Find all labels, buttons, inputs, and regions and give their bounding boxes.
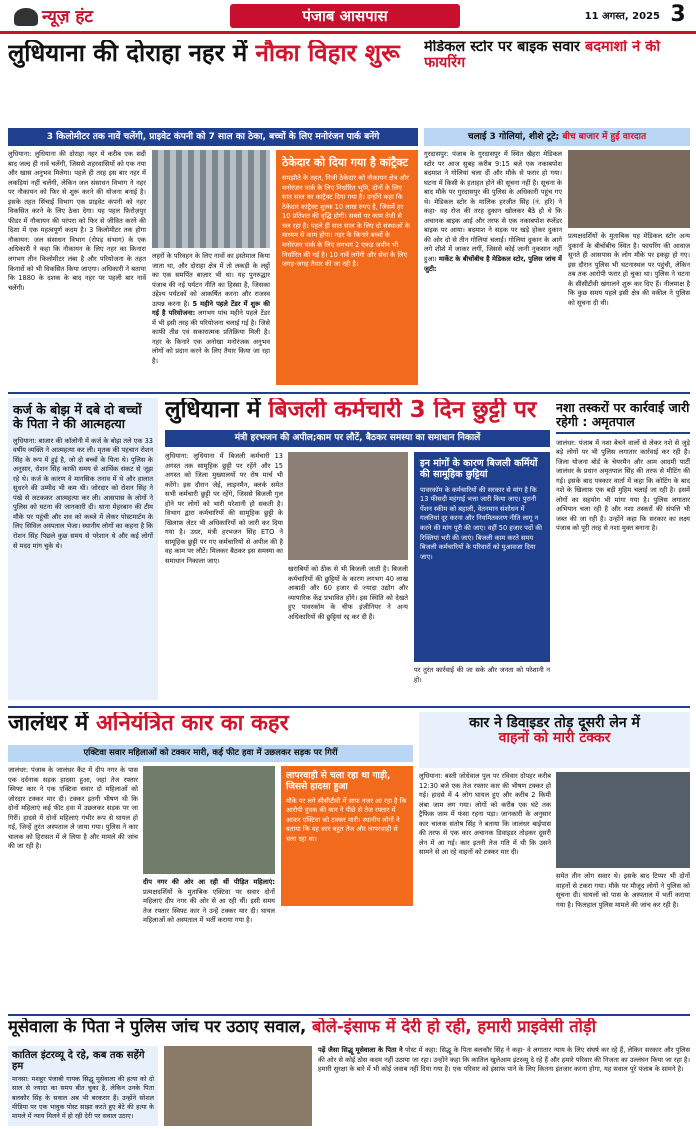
contract-box-title: ठेकेदार को दिया गया है कांट्रैक्ट [282, 156, 409, 169]
story1-body: लुधियाना: लुधियाना की दोराहा नहर में करीब एक सदी बाद जल्द ही नावें चलेंगी, जिससे शहरवासियों को एक नया और खास अनुभव मिलेगा। पहले ही तरह इस बार नहर में लकड़ियां नहीं चलेंगी, लेकिन जल संसाधन विभाग ने नहर पर नौकायन को फिर से शुरू करने की योजना बनाई है। इसके तहत सिंचाई विभाग एक प्राइवेट कंपनी को नहर विकसित करने के लिए ठेका देगा। यह पहल फ़िरोज़पुर फीडर में नौकायन की परंपरा को फिर से जीवित करने की दिशा में एक महत्वपूर्ण कदम है। 3 किलोमीटर तक होगा नौकायन: जल संसाधन विभाग (रोपड़ संभाग) के एक अधिकारी ने कहा कि नौकायन के लिए नहर का किनारा लगभग तीन किलोमीटर लंबा है और परियोजना के तहत किनारों को भी विकसित किया जाएगा। अधिकारी ने बताया कि 1880 के दशक के बाद नहर पर पहली बार नावें चलेंगी। [8, 150, 146, 292]
story4-body2: खराबियों को ठीक से भी बिजली जाती है। बिजली कर्मचारियों की छुट्टियों के कारण लगभग 40 लाख आबादी और 60 हजार से ज्यादा उद्योग और व्यापारिक केंद्र प्रभावित होंगे। इस स्थिति को देखते हुए पावरकॉम के चीफ इंजीनियर ने अन्य अधिकारियों की छुट्टियां रद्द कर दी हैं। [288, 565, 408, 621]
demands-box [414, 452, 550, 662]
negligence-box-title: लापरवाही से चला रहा था गाड़ी, जिससे हादसा हुआ [286, 771, 391, 792]
story8-side-headline: कातिल इंटरव्यू दे रहे, कब तक सहेंगे हम [12, 1050, 145, 1072]
story7-headline: कार ने डिवाइडर तोड़ दूसरी लेन में वाहनों को मारी टक्कर [469, 715, 640, 747]
canal-photo [152, 150, 270, 248]
story7-head-box [419, 712, 690, 768]
contract-box-body: समझौते के तहत, निजी ठेकेदार को नौकायन क्षेत्र और मनोरंजन पार्क के लिए निर्धारित भूमि, दोनों के लिए सात साल का कांट्रैक्ट दिया गया है। उन्होंने कहा कि ठेकेदार कांट्रैक्ट शुल्क 10 लाख रुपए है, जिसमें हर 10 प्रतिशत की वृद्धि होगी। सबसे पर काम तेजी से चल रहा है। पहले ही सात साल के लिए दो संस्थाओं के माध्यम से काम होगा। नहर के किनारे बच्चों के मनोरंजन पार्क के लिए लगभग 2 एकड़ जमीन भी निर्धारित की गई है। 10 नावें लगेंगी और सेवा के लिए जगह-जगह तैयार की जा रही है। [282, 174, 410, 269]
story4-subhead: मंत्री हरभजन की अपील;काम पर लौटें, बैठकर समस्या का समाधान निकालें [165, 430, 550, 447]
story2-body2: प्रत्यक्षदर्शियों के मुताबिक यह मेडिकल स्टोर अन्य दुकानों के बीचोंबीच स्थित है। फायरिंग की आवाज सुनते ही आसपास के लोग मौके पर इकट्ठा हो गए। इस दौरान पुलिस भी घटनास्थल पर पहुंची, लेकिन तब तक आरोपी फरार हो चुका था। पुलिस ने घटना के सीसीटीवी खंगालने शुरू कर दिए हैं। नीलमाक्ष है कि कुछ समय पहले इसी क्षेत्र की वकील ने पुलिस को सूचना दी थी। [568, 232, 690, 307]
bird-icon [14, 8, 38, 26]
divider [8, 392, 690, 394]
demands-box-title: इन मांगों के कारण बिजली कर्मियों की सामूहिक छुट्टियां [420, 458, 538, 481]
story5-box [556, 398, 690, 700]
story6-body2: दीप नगर की ओर आ रही थीं पीड़ित महिलाएं: प्रत्यक्षदर्शियों के मुताबिक एक्टिवा पर सवार दोनों महिलाएं दीप नगर की ओर से आ रही थीं। इसी समय तेज रफ्तार स्विफ्ट कार ने उन्हें टक्कर मार दी। घायल महिलाओं को अस्पताल में भर्ती कराया गया है। [143, 878, 275, 925]
story6-body: जालंधर: पंजाब के जालंधर कैंट में दीप नगर के पास एक दर्दनाक सड़क हादसा हुआ, जहां तेज रफ्तार स्विफ्ट कार ने एक एक्टिवा सवार दो महिलाओं को जोरदार टक्कर मार दी। टक्कर इतनी भीषण थी कि दोनों महिलाएं कई फीट हवा में उछलकर सड़क पर जा गिरीं। हादसे में दोनों महिलाएं गंभीर रूप से घायल हो गईं, जिन्हें तुरंत अस्पताल ले जाया गया। पुलिस ने कार चालक को हिरासत में ले लिया है और मामले की जांच की जा रही है। [8, 766, 138, 851]
story8-body: मानसा: मशहूर पंजाबी गायक सिद्धू मूसेवाला की हत्या को दो साल से ज्यादा का समय बीत चुका है, लेकिन उनके पिता बलकौर सिंह के सवाल अब भी बरकरार हैं। उन्होंने सोशल मीडिया पर एक भावुक पोस्ट साझा करते हुए बेटे की हत्या के मामले में न्याय मिलने में हो रही देरी पर सवाल उठाए। [12, 1075, 154, 1121]
story8-body2: पढ़ें जैसा सिद्धू मूसेवाला के पिता ने पोस्ट में कहा: सिद्धू के पिता बलकौर सिंह ने कहा- वे लगातार न्याय के लिए संघर्ष कर रहे हैं, लेकिन सरकार और पुलिस की ओर से कोई ठोस कदम नहीं उठाया जा रहा। उन्होंने कहा कि कातिल खुलेआम इंटरव्यू दे रहे हैं और हमारे परिवार की निजता का उल्लंघन किया जा रहा है। हमारी सुरक्षा के बारे में भी कोई जवाब नहीं दिया गया है। एक परिवार को इंसाफ पाने के लिए कितना इंतजार करना होगा, यह सवाल पूरे पंजाब के सामने है। [318, 1046, 690, 1074]
story4-body: लुधियाना: लुधियाना में बिजली कर्मचारी 13 अगस्त तक सामूहिक छुट्टी पर रहेंगे और 15 अगस्त को जिला मुख्यालयों पर रोष मार्च भी करेंगे। इस दौरान जेई, लाइनमैन, क्लर्क समेत सभी कर्मचारी छुट्टी पर रहेंगे, जिससे बिजली गुल होने पर लोगों को भारी परेशानी हो सकती है। विभाग द्वारा कर्मचारियों की सामूहिक छुट्टी के खिलाफ़ लेटर भी अधिकारियों को जारी कर दिया गया है। उधर, मंत्री हरभजन सिंह ETO ने सामूहिक छुट्टी पर गए कर्मचारियों से अपील की है वह काम पर लौटें। मिलकर बैठकर इस समस्या का समाधान निकाला जाए। [165, 452, 283, 566]
story7-body: लुधियाना: बस्ती जोधेवाल पुल पर रविवार दोपहर करीब 12:30 बजे एक तेज रफ्तार कार की भीषण टक्कर हो गई। हादसे में 4 लोग घायल हुए और करीब 2 किमी लंबा जाम लग गया। लोगों को करीब एक घंटे तक ट्रैफिक जाम में फंसा रहना पड़ा। जानकारी के अनुसार कार चालक संतोष सिंह ने बताया कि जालंधर बाईपास की तरफ से एक कार अचानक डिवाइडर तोड़कर दूसरी लेन में आ गई। कार इतनी तेज गति में थी कि उसने सामने से आ रहे वाहनों को टक्कर मार दी। [419, 772, 551, 857]
story6-subhead: एक्टिवा सवार महिलाओं को टक्कर मारी, कई फीट हवा में उछलकर सड़क पर गिरीं [8, 745, 413, 762]
issue-date: 11 अगस्त, 2025 [584, 11, 660, 22]
story4-body3: पर तुरंत कार्रवाई की जा सके और जनता को परेशानी न हो। [414, 666, 550, 684]
story1-body2: लहरों के परिवहन के लिए नावों का इस्तेमाल किया जाता था, और दोराहा क्षेत्र में तो लकड़ी के लट्ठों का एक समर्पित बाज़ार भी था। यह पुनरुद्धार पंजाब की नई पर्यटन नीति का हिस्सा है, जिसका उद्देश्य पर्यटकों को आकर्षित करना और राजस्व उत्पन्न करना है। 5 महीने पहले टेंडर में शुरू की गई है परियोजना: लगभग पांच महीने पहले टेंडर में भी इसी तरह की परियोजना चलाई गई है। जिसे काफी तीव्र एवं सकारात्मक प्रतिक्रिया मिली है। नहर के किनारे एक अनोखा मनोरंजक अनुभव लोगों को प्रदान करने के लिए तैयार किया जा रहा है। [152, 252, 270, 366]
story1-headline: लुधियाना की दोराहा नहर में नौका विहार शुरू [8, 40, 400, 67]
story5-body: जालंधर: पंजाब में नशा बेचने वालों से लेकर नशे से जुड़े बड़े लोगों पर भी पुलिस लगातार कार्रवाई कर रही है। जिला योजना बोर्ड के चेयरमैन और आम आदमी पार्टी जालंधर के प्रधान अमृतपाल सिंह की तरफ से मीटिंग की गई। इसके बाद पत्रकार वार्ता में कहा कि कोटिंग के बाद नशे के खिलाफ़ एक बड़ी मुहिम चलाई जा रही है। इसमें लोगों का सहयोग भी मांगा गया है। पुलिस लगातार अभियान चला रही है और नशा तस्करों की संपत्ति भी जब्त की जा रही है। उन्होंने कहा कि सरकार का लक्ष्य पंजाब को पूरी तरह से नशा मुक्त बनाना है। [556, 438, 690, 533]
story8-side [8, 1046, 158, 1126]
story3-body: लुधियाना: बाजार की कॉलोनी में कर्ज के बोझ तले एक 33 वर्षीय व्यक्ति ने आत्महत्या कर ली। मृतक की पहचान रोशन सिंह के रूप में हुई है, जो दो बच्चों के पिता थे। पुलिस के अनुसार, रोशन सिंह काफी समय से आर्थिक संकट से जूझ रहे थे। कर्ज के कारण वे मानसिक तनाव में थे और हालात सुधरने की उम्मीद भी कम थी। जोरदार को रोशन सिंह ने पंखे से लटककर आत्महत्या कर ली। आसपास के लोगों ने पुलिस को घटना की जानकारी दी। थाना मेहरबान की टीम मौके पर पहुंची और शव को कब्जे में लेकर पोस्टमार्टम के लिए सिविल अस्पताल भेजा। स्थानीय लोगों का कहना है कि रोशन सिंह पिछले कुछ समय से परेशान थे और कई लोगों से मदद मांग चुके थे। [13, 436, 153, 550]
story3-box [8, 398, 158, 700]
story3-headline: कर्ज के बोझ में दबे दो बच्चों के पिता ने की आत्महत्या [13, 402, 142, 431]
story6-headline: जालंधर में अनियंत्रित कार का कहर [8, 712, 289, 736]
story8-headline: मूसेवाला के पिता ने पुलिस जांच पर उठाए सवाल, बोले-इंसाफ में देरी हो रही, हमारी प्राइवेसी तोड़ी [8, 1018, 596, 1036]
medical-store-photo [568, 150, 690, 228]
story2-headline: मेडिकल स्टोर पर बाइक सवार बदमाशों ने की फायरिंग [424, 40, 661, 70]
father-photo [164, 1046, 312, 1126]
page-header [0, 0, 696, 34]
story2-subhead: चलाई 3 गोलियां, शीशे टूटे; बीच बाजार में हुई वारदात [424, 128, 690, 146]
brand-name: न्यूज़ हंट [42, 7, 94, 27]
divider [8, 1014, 690, 1016]
accident-photo [143, 766, 275, 874]
contract-box [276, 150, 418, 385]
story4-headline: लुधियाना में बिजली कर्मचारी 3 दिन छुट्टी पर [165, 398, 537, 423]
divider [8, 706, 690, 708]
negligence-box-body: मौके पर लगे सीसीटीवी में साफ नजर आ रहा है कि आरोपी युवक की कार ने पीछे से तेज रफ्तार में आकर एक्टिवा को टक्कर मारी। स्थानीय लोगों ने बताया कि वह कार बहुत तेज और लापरवाही से चला रहा था। [286, 796, 407, 843]
story5-headline: नशा तस्करों पर कार्रवाई जारी रहेगी : अमृतपाल [556, 398, 690, 434]
demands-box-body: पावरकॉम के कर्मचारियों की सरकार से मांग है कि 13 फीसदी महंगाई भत्ता जारी किया जाए। पुरानी पेंशन स्कीम को बहाली, वेतनमान संशोधन में गलतियां दूर करना और नियमितकरण नीति लागू न करने की मांग पूरी की जाए। वहीं 50 हजार पदों की रिक्तियां भरी की जाएं। बिजली काम करते समय बिजली कर्मचारियों के परिवारों को मुआवजा दिया जाए। [420, 485, 542, 561]
section-title: पंजाब आसपास [230, 4, 460, 28]
brand-logo [14, 4, 134, 30]
story2-body: गुरदासपुर: पंजाब के गुरदासपुर में स्थित खैहरा मेडिकल स्टोर पर आज सुबह करीब 9:15 बजे एक नकाबपोश बदमाश ने गोलियां चला दीं और मौके से फरार हो गया। घटना में किसी के हताहत होने की सूचना नहीं है। सूचना के बाद मौके पर गुरदासपुर की पुलिस के अधिकारी पहुंच गए थे। मेडिकल स्टोर के मालिक हरजीत सिंह (नं. हरि) ने कहा- वह रोज की तरह दुकान खोलकर बैठे हो थे कि अचानक बाइक आई और तरफ से एक नकाबपोश स्प्लेंडर बाइक पर आया। बदमाश ने सड़क पर खड़े होकर दुकान की ओर दो से तीन गोलियां चलाईं। गोलियां दुकान के आगे लगे शीशे में जाकर लगीं, जिससे कोई जानी नुकसान नहीं हुआ। मार्केट के बीचोंबीच है मेडिकल स्टोर, पुलिस जांच में जुटी: [424, 150, 562, 273]
story7-body2: समेत तीन लोग सवार थे। इसके बाद टिप्पर भी दोनों वाहनों से टकरा गया। मौके पर मौजूद लोगों ने पुलिस को सूचना दी। घायलों को पास के अस्पताल में भर्ती कराया गया है। फिलहाल पुलिस मामले की जांच कर रही है। [556, 872, 690, 909]
negligence-box [281, 766, 413, 906]
employees-photo [288, 452, 408, 560]
page-number: 3 [670, 2, 686, 27]
story1-subhead: 3 किलोमीटर तक नावें चलेंगी, प्राइवेट कंपनी को 7 साल का ठेका, बच्चों के लिए मनोरंजन पार्क बनेंगे [8, 128, 418, 146]
crash-photo [556, 772, 690, 868]
